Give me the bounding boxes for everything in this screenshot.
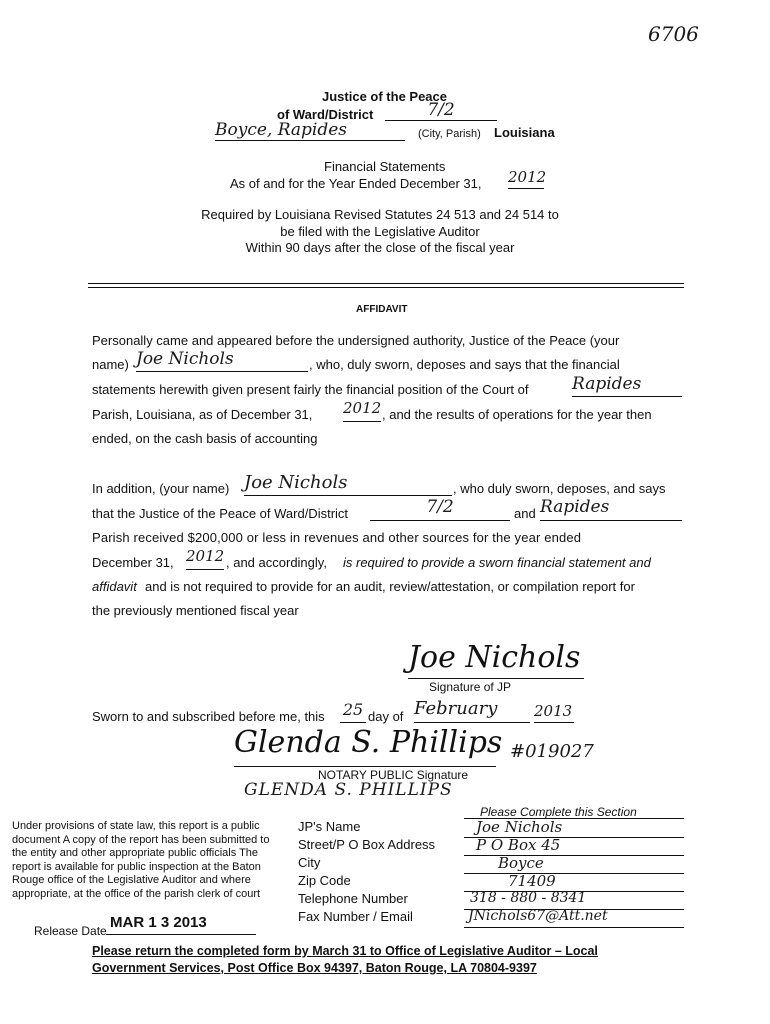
affidavit-text: In addition, (your name) [92, 481, 230, 496]
affidavit-text: ended, on the cash basis of accounting [92, 431, 318, 446]
field-value-telephone: 318 - 880 - 8341 [464, 890, 684, 910]
affidavit-text: name) [92, 357, 129, 372]
sworn-year: 2013 [534, 702, 574, 723]
affidavit-text: and is not required to provide for an audit, review/attestation, or compilation report for [145, 579, 635, 594]
notary-signature-label: NOTARY PUBLIC Signature [318, 768, 469, 782]
year-field-2: 2012 [186, 547, 224, 570]
affidavit-heading: AFFIDAVIT [356, 304, 408, 315]
field-label-telephone: Telephone Number [298, 891, 408, 906]
financial-statements-subtitle: Financial Statements [324, 159, 446, 174]
field-label-zip: Zip Code [298, 873, 351, 888]
affidavit-text: Parish, Louisiana, as of December 31, [92, 407, 313, 422]
sworn-day: 25 [340, 700, 366, 723]
jp-signature-line [408, 678, 584, 679]
release-date-stamp: MAR 1 3 2013 [106, 914, 256, 935]
form-title: Justice of the Peace [322, 89, 447, 104]
affidavit-text: , who, duly sworn, deposes and says that the financial [309, 357, 620, 372]
sworn-text: Sworn to and subscribed before me, this [92, 709, 325, 724]
court-parish-field: Rapides [572, 374, 682, 397]
period-label: As of and for the Year Ended December 31, [230, 176, 482, 191]
affidavit-text-italic: is required to provide a sworn financial statement and [343, 555, 651, 570]
jp-signature-label: Signature of JP [429, 680, 512, 694]
release-date-label: Release Date [34, 924, 107, 938]
document-number: 6706 [648, 22, 699, 46]
parish-field: Rapides [540, 497, 682, 521]
jp-name-field: Joe Nichols [136, 349, 308, 372]
sworn-text: day of [368, 709, 404, 724]
notary-id: #019027 [510, 741, 594, 762]
affidavit-text: the previously mentioned fiscal year [92, 603, 299, 618]
divider [88, 287, 684, 288]
requirement-line-1: Required by Louisiana Revised Statutes 24 513 and 24 514 to [201, 207, 559, 222]
field-label-address: Street/P O Box Address [298, 837, 436, 852]
requirement-line-2: be filed with the Legislative Auditor [280, 224, 480, 239]
affidavit-text: , who duly sworn, deposes, and says [453, 481, 666, 496]
city-parish-value: Boyce, Rapides [215, 120, 405, 141]
ward-value: 7/2 [385, 100, 497, 121]
public-record-notice: Under provisions of state law, this report is a public document A copy of the report has been submitted to the entity and other appropriate public officials The report is available for public inspection at the Baton Rouge office of the Legislative Auditor and where appropriate, at the office of the parish clerk of court [12, 820, 270, 900]
affidavit-text: that the Justice of the Peace of Ward/District [92, 506, 349, 521]
affidavit-text-italic: affidavit [92, 579, 137, 594]
field-label-jp-name: JP's Name [298, 819, 361, 834]
requirement-line-3: Within 90 days after the close of the fiscal year [245, 240, 515, 255]
ward-label: of Ward/District [277, 107, 374, 122]
affidavit-text: Parish received $200,000 or less in revenues and other sources for the year ended [92, 530, 582, 545]
field-value-address: P O Box 45 [464, 836, 684, 856]
city-parish-label: (City, Parish) [418, 128, 481, 140]
affidavit-text: , and the results of operations for the year then [382, 407, 652, 422]
divider [88, 283, 684, 284]
field-value-zip: 71409 [464, 872, 684, 892]
jp-signature: Joe Nichols [408, 640, 581, 675]
field-label-fax-email: Fax Number / Email [298, 909, 413, 924]
field-label-city: City [298, 855, 321, 870]
notary-signature-line [234, 766, 496, 767]
notary-signature: Glenda S. Phillips [234, 725, 503, 760]
affidavit-text: statements herewith given present fairly the financial position of the Court of [92, 382, 529, 397]
section-label: Please Complete this Section [480, 805, 637, 819]
affidavit-text: Personally came and appeared before the undersigned authority, Justice of the Peace (your [92, 333, 620, 348]
return-instructions-line-2: Government Services, Post Office Box 94397, Baton Rouge, LA 70804-9397 [92, 961, 537, 975]
affidavit-text: December 31, [92, 555, 174, 570]
ward-district-field: 7/2 [370, 497, 510, 521]
notary-printed-name: GLENDA S. PHILLIPS [244, 780, 453, 800]
affidavit-text: , and accordingly, [226, 555, 327, 570]
field-value-jp-name: Joe Nichols [464, 818, 684, 838]
sworn-month: February [414, 698, 530, 723]
return-instructions-line-1: Please return the completed form by March 31 to Office of Legislative Auditor – Local [92, 944, 598, 958]
field-value-city: Boyce [464, 854, 684, 874]
period-year: 2012 [508, 168, 544, 189]
state-label: Louisiana [494, 125, 555, 140]
affidavit-text: and [514, 506, 536, 521]
field-value-fax-email: JNichols67@Att.net [464, 908, 684, 928]
year-field: 2012 [343, 399, 381, 422]
jp-name-field-2: Joe Nichols [244, 472, 452, 496]
